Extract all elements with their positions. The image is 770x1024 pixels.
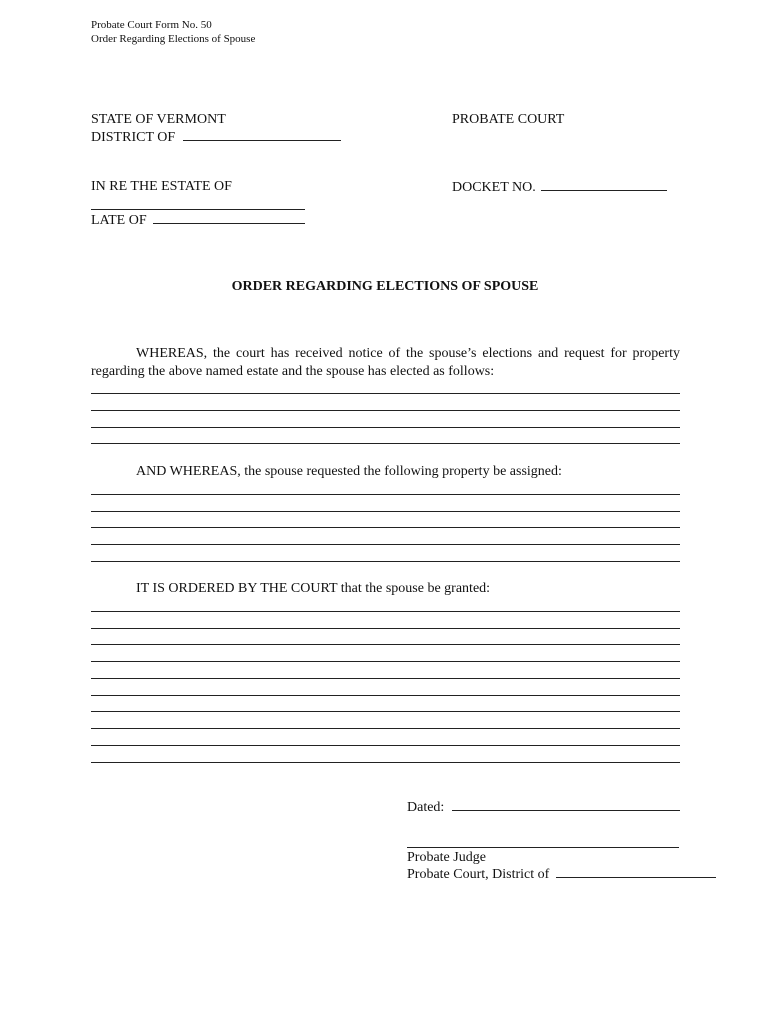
granted-line-1[interactable] bbox=[91, 611, 680, 612]
docket-label: DOCKET NO. bbox=[452, 180, 536, 195]
late-of-row bbox=[91, 211, 305, 229]
and-whereas-paragraph: AND WHEREAS, the spouse requested the following property be assigned: bbox=[136, 464, 562, 479]
docket-row bbox=[452, 178, 667, 196]
court-district-label: Probate Court, District of bbox=[407, 867, 550, 882]
elections-line-1[interactable] bbox=[91, 393, 680, 394]
granted-line-8[interactable] bbox=[91, 728, 680, 729]
dated-field[interactable] bbox=[452, 798, 680, 811]
whereas-paragraph: WHEREAS, the court has received notice of the spouse’s elections and request for property regarding the above named estate and the spouse has elected as follows: bbox=[91, 346, 680, 379]
document-title: ORDER REGARDING ELECTIONS OF SPOUSE bbox=[231, 279, 539, 294]
granted-line-4[interactable] bbox=[91, 661, 680, 662]
form-title: Order Regarding Elections of Spouse bbox=[91, 33, 256, 45]
granted-line-9[interactable] bbox=[91, 745, 680, 746]
elections-line-4[interactable] bbox=[91, 443, 680, 444]
court-district-row bbox=[407, 865, 716, 883]
late-of-field[interactable] bbox=[153, 211, 305, 224]
docket-field[interactable] bbox=[541, 178, 667, 191]
granted-line-2[interactable] bbox=[91, 628, 680, 629]
granted-line-3[interactable] bbox=[91, 644, 680, 645]
property-line-3[interactable] bbox=[91, 527, 680, 528]
property-line-5[interactable] bbox=[91, 561, 680, 562]
late-of-label: LATE OF bbox=[91, 213, 147, 228]
district-label: DISTRICT OF bbox=[91, 130, 176, 145]
property-line-4[interactable] bbox=[91, 544, 680, 545]
estate-name-field[interactable] bbox=[91, 209, 305, 210]
form-number: Probate Court Form No. 50 bbox=[91, 19, 212, 31]
ordered-paragraph: IT IS ORDERED BY THE COURT that the spouse be granted: bbox=[136, 581, 491, 596]
granted-line-6[interactable] bbox=[91, 695, 680, 696]
district-row bbox=[91, 128, 341, 146]
granted-line-7[interactable] bbox=[91, 711, 680, 712]
elections-line-3[interactable] bbox=[91, 427, 680, 428]
elections-line-2[interactable] bbox=[91, 410, 680, 411]
property-line-1[interactable] bbox=[91, 494, 680, 495]
granted-line-10[interactable] bbox=[91, 762, 680, 763]
state-label: STATE OF VERMONT bbox=[91, 112, 226, 127]
district-field[interactable] bbox=[183, 128, 341, 141]
judge-label: Probate Judge bbox=[407, 850, 486, 865]
court-label: PROBATE COURT bbox=[452, 112, 565, 127]
judge-signature-line[interactable] bbox=[407, 847, 679, 848]
granted-line-5[interactable] bbox=[91, 678, 680, 679]
dated-label: Dated: bbox=[407, 800, 445, 815]
in-re-label: IN RE THE ESTATE OF bbox=[91, 179, 232, 194]
property-line-2[interactable] bbox=[91, 511, 680, 512]
dated-row bbox=[407, 798, 680, 816]
court-district-field[interactable] bbox=[556, 865, 716, 878]
